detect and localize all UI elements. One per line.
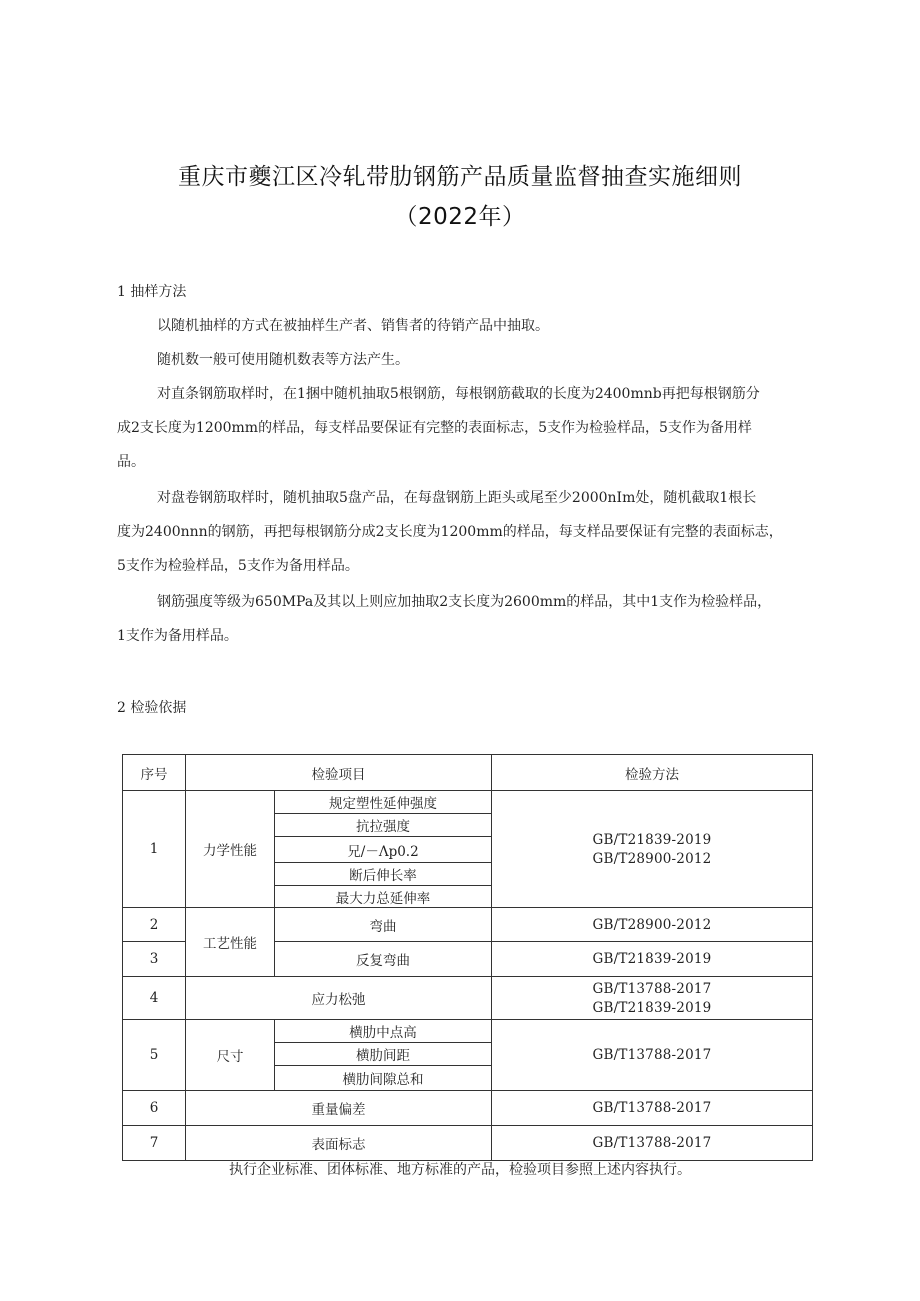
- table-footnote: 执行企业标准、团体标准、地方标准的产品，检验项目参照上述内容执行。: [229, 1162, 691, 1178]
- row-category: 工艺性能: [186, 908, 275, 977]
- table-row: [123, 1020, 813, 1043]
- section-2-heading: 2 检验依据: [117, 700, 187, 716]
- row-item: 兄/－Λp0.2: [275, 837, 492, 863]
- row-no: 4: [123, 977, 186, 1020]
- row-item: 应力松弛: [186, 977, 492, 1020]
- row-item: 抗拉强度: [275, 814, 492, 837]
- table-row: [123, 1091, 813, 1126]
- row-category: 尺寸: [186, 1020, 275, 1091]
- row-method: [492, 791, 813, 908]
- row-item: 规定塑性延伸强度: [275, 791, 492, 814]
- row-no: 2: [123, 908, 186, 942]
- paragraph-line: 以随机抽样的方式在被抽样生产者、销售者的待销产品中抽取。: [157, 318, 549, 334]
- row-item: 断后伸长率: [275, 863, 492, 886]
- paragraph-line: 1支作为备用样品。: [117, 628, 238, 644]
- paragraph-line: 品。: [117, 454, 145, 470]
- row-method: GB/T13788-2017: [492, 1126, 813, 1161]
- paragraph-line: 成2支长度为1200mm的样品，每支样品要保证有完整的表面标志，5支作为检验样品，5支作为备用样: [117, 420, 752, 436]
- header-method: 检验方法: [492, 755, 813, 791]
- row-method: GB/T13788-2017: [492, 1091, 813, 1126]
- row-category: 力学性能: [186, 791, 275, 908]
- row-item: 横肋间距: [275, 1043, 492, 1066]
- row-no: 5: [123, 1020, 186, 1091]
- row-method: [492, 977, 813, 1020]
- table-header-row: [123, 755, 813, 791]
- document-year: （2022年）: [394, 204, 526, 230]
- row-no: 1: [123, 791, 186, 908]
- paragraph-line: 钢筋强度等级为650MPa及其以上则应加抽取2支长度为2600mm的样品，其中1支作为检验样品，: [157, 594, 772, 610]
- section-1-heading: 1 抽样方法: [117, 284, 187, 300]
- row-no: 7: [123, 1126, 186, 1161]
- row-method: GB/T21839-2019: [492, 942, 813, 977]
- table-row: [123, 791, 813, 814]
- row-item: 反复弯曲: [275, 942, 492, 977]
- method-line: GB/T21839-2019: [592, 831, 712, 848]
- method-line: GB/T28900-2012: [592, 850, 712, 867]
- table-row: [123, 977, 813, 1020]
- row-item: 最大力总延伸率: [275, 886, 492, 908]
- paragraph-line: 5支作为检验样品，5支作为备用样品。: [117, 558, 359, 574]
- table-row: [123, 908, 813, 942]
- row-item: 表面标志: [186, 1126, 492, 1161]
- row-item: 横肋中点高: [275, 1020, 492, 1043]
- header-no: 序号: [123, 755, 186, 791]
- inspection-table: [122, 754, 813, 1161]
- row-method: GB/T13788-2017: [492, 1020, 813, 1091]
- row-no: 6: [123, 1091, 186, 1126]
- paragraph-line: 随机数一般可使用随机数表等方法产生。: [157, 352, 409, 368]
- row-item: 弯曲: [275, 908, 492, 942]
- row-method: GB/T28900-2012: [492, 908, 813, 942]
- row-item: 重量偏差: [186, 1091, 492, 1126]
- paragraph-line: 对直条钢筋取样时，在1捆中随机抽取5根钢筋，每根钢筋截取的长度为2400mnb再把每根钢筋分: [157, 386, 760, 402]
- paragraph-line: 度为2400nnn的钢筋，再把每根钢筋分成2支长度为1200mm的样品，每支样品要保证有完整的表面标志，: [117, 524, 783, 540]
- method-line: GB/T13788-2017: [592, 980, 712, 997]
- header-item: 检验项目: [186, 755, 492, 791]
- row-item: 横肋间隙总和: [275, 1066, 492, 1091]
- table-row: [123, 1126, 813, 1161]
- row-no: 3: [123, 942, 186, 977]
- paragraph-line: 对盘卷钢筋取样时，随机抽取5盘产品，在每盘钢筋上距头或尾至少2000nIm处，随机截取1根长: [157, 490, 757, 506]
- method-line: GB/T21839-2019: [592, 999, 712, 1016]
- document-title: 重庆市夔江区冷轧带肋钢筋产品质量监督抽查实施细则: [178, 164, 742, 190]
